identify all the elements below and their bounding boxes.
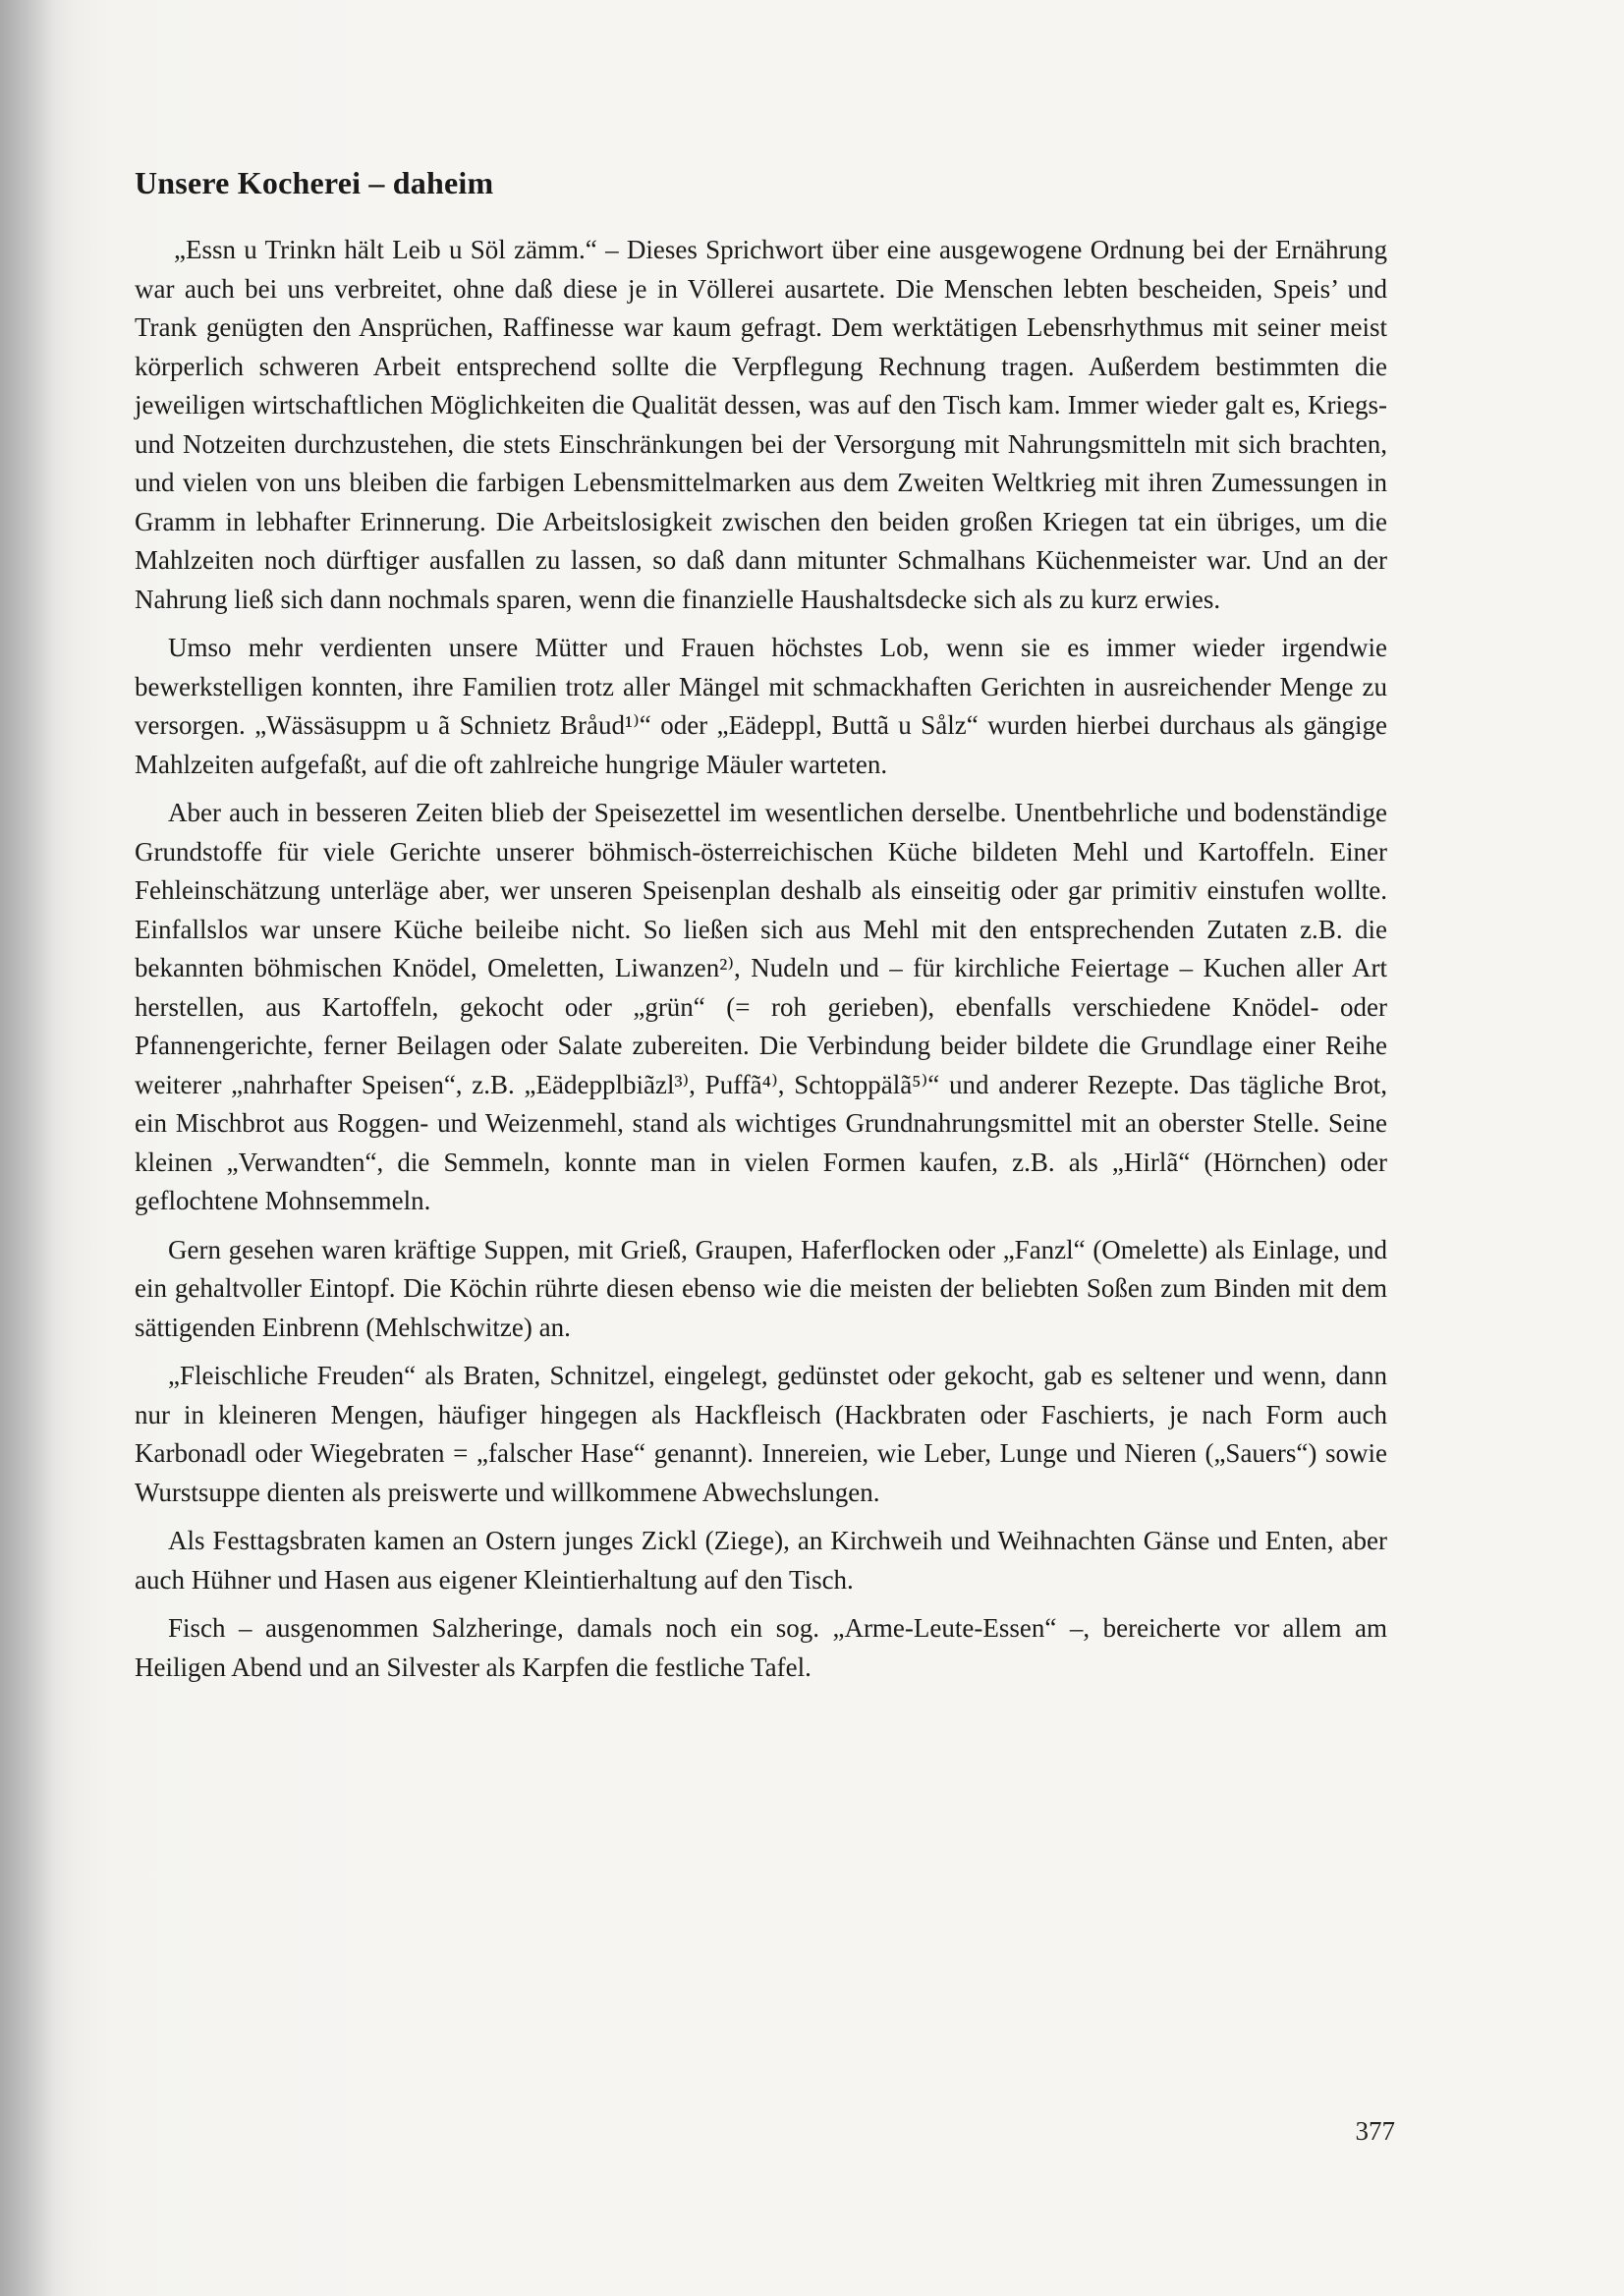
page-number: 377 bbox=[1355, 2116, 1395, 2146]
text-block bbox=[135, 165, 1387, 1697]
paragraph-3: Aber auch in besseren Zeiten blieb der Speisezettel im wesentlichen derselbe. Unentbehrliche und bodenständige Grundstoffe für viele Gerichte unserer böhmisch-österreichischen Küche bildeten Mehl und Kartoffeln. Einer Fehleinschätzung unterläge aber, wer unseren Speisenplan deshalb als einseitig oder gar primitiv einstufen wollte. Einfallslos war unsere Küche beileibe nicht. So ließen sich aus Mehl mit den entsprechenden Zutaten z.B. die bekannten böhmischen Knödel, Omeletten, Liwanzen²⁾, Nudeln und – für kirchliche Feiertage – Kuchen aller Art herstellen, aus Kartoffeln, gekocht oder „grün“ (= roh gerieben), ebenfalls verschiedene Knödel- oder Pfannengerichte, ferner Beilagen oder Salate zubereiten. Die Verbindung beider bildete die Grundlage einer Reihe weiterer „nahrhafter Speisen“, z.B. „Eädepplbiãzl³⁾, Puffã⁴⁾, Schtoppälã⁵⁾“ und anderer Rezepte. Das tägliche Brot, ein Mischbrot aus Roggen- und Weizenmehl, stand als wichtiges Grundnahrungsmittel mit an oberster Stelle. Seine kleinen „Verwandten“, die Semmeln, konnte man in vielen Formen kaufen, z.B. als „Hirlã“ (Hörnchen) oder geflochtene Mohnsemmeln. bbox=[135, 798, 1387, 1215]
paragraph-7: Fisch – ausgenommen Salzheringe, damals noch ein sog. „Arme-Leute-Essen“ –, bereicherte vor allem am Heiligen Abend und an Silvester als Karpfen die festliche Tafel. bbox=[135, 1613, 1387, 1682]
paragraph-5: „Fleischliche Freuden“ als Braten, Schnitzel, eingelegt, gedünstet oder gekocht, gab es seltener und wenn, dann nur in kleineren Mengen, häufiger hingegen als Hackfleisch (Hackbraten oder Faschierts, je nach Form auch Karbonadl oder Wiegebraten = „falscher Hase“ genannt). Innereien, wie Leber, Lunge und Nieren („Sauers“) sowie Wurstsuppe dienten als preiswerte und willkommene Abwechslungen. bbox=[135, 1361, 1387, 1507]
paragraph-2: Umso mehr verdienten unsere Mütter und Frauen höchstes Lob, wenn sie es immer wieder irgendwie bewerkstelligen konnten, ihre Familien trotz aller Mängel mit schmackhaften Gerichten in ausreichender Menge zu versorgen. „Wässäsuppm u ã Schnietz Bråud¹⁾“ oder „Eädeppl, Buttã u Sålz“ wurden hierbei durchaus als gängige Mahlzeiten aufgefaßt, auf die oft zahlreiche hungrige Mäuler warteten. bbox=[135, 633, 1387, 779]
section-heading: Unsere Kocherei – daheim bbox=[135, 165, 494, 200]
paragraph-1: „Essn u Trinkn hält Leib u Söl zämm.“ – Dieses Sprichwort über eine ausgewogene Ordnung bei der Ernährung war auch bei uns verbreitet, ohne daß diese je in Völlerei ausartete. Die Menschen lebten bescheiden, Speis’ und Trank genügten den Ansprüchen, Raffinesse war kaum gefragt. Dem werktätigen Lebensrhythmus mit seiner meist körperlich schweren Arbeit entsprechend sollte die Verpflegung Rechnung tragen. Außerdem bestimmten die jeweiligen wirtschaftlichen Möglichkeiten die Qualität dessen, was auf den Tisch kam. Immer wieder galt es, Kriegs- und Notzeiten durchzustehen, die stets Einschränkungen bei der Versorgung mit Nahrungsmitteln mit sich brachten, und vielen von uns bleiben die farbigen Lebensmittelmarken aus dem Zweiten Weltkrieg mit ihren Zumessungen in Gramm in lebhafter Erinnerung. Die Arbeitslosigkeit zwischen den beiden großen Kriegen tat ein übriges, um die Mahlzeiten noch dürftiger ausfallen zu lassen, so daß dann mitunter Schmalhans Küchenmeister war. Und an der Nahrung ließ sich dann nochmals sparen, wenn die finanzielle Haushaltsdecke sich als zu kurz erwies. bbox=[135, 235, 1387, 614]
paragraph-4: Gern gesehen waren kräftige Suppen, mit Grieß, Graupen, Haferflocken oder „Fanzl“ (Omelette) als Einlage, und ein gehaltvoller Eintopf. Die Köchin rührte diesen ebenso wie die meisten der beliebten Soßen zum Binden mit dem sättigenden Einbrenn (Mehlschwitze) an. bbox=[135, 1234, 1387, 1342]
paragraph-6: Als Festtagsbraten kamen an Ostern junges Zickl (Ziege), an Kirchweih und Weihnachten Gänse und Enten, aber auch Hühner und Hasen aus eigener Kleintierhaltung auf den Tisch. bbox=[135, 1526, 1387, 1595]
binding-shadow bbox=[0, 0, 54, 2296]
